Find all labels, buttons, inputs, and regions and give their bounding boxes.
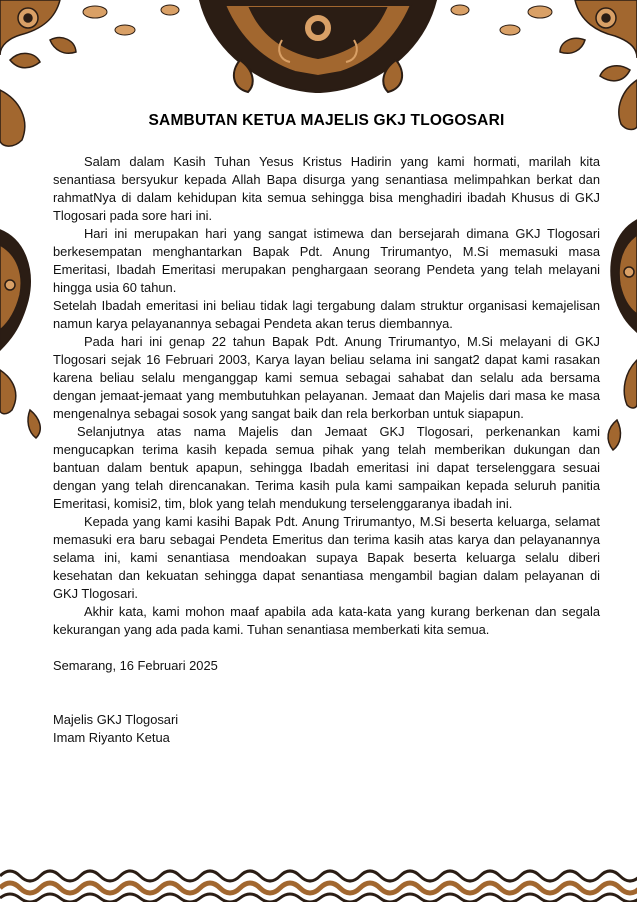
paragraph-after-emeritus: Setelah Ibadah emeritasi ini beliau tidak lagi tergabung dalam struktur organisasi kemajelisan namun karya pelayanannya sebagai Pendeta akan terus diembannya. <box>53 298 600 331</box>
place-date: Semarang, 16 Februari 2025 <box>53 658 218 673</box>
batik-bottom-border-icon <box>0 862 637 902</box>
document-body <box>53 112 600 747</box>
batik-top-ornament-icon <box>0 0 637 100</box>
paragraph-thanks: Selanjutnya atas nama Majelis dan Jemaat GKJ Tlogosari, perkenankan kami mengucapkan terima kasih kepada semua pihak yang telah memberikan dukungan dan bantuan dalam bentuk apapun, sehingga Ibadah emeritasi ini dapat terselenggara sesuai dengan yang telah direncanakan. Terima kasih pula kami sampaikan kepada seluruh panitia Emeritasi, komisi2, tim, blok yang telah mendukung terselenggaranya ibadah ini. <box>53 424 600 511</box>
paragraph-service-years: Pada hari ini genap 22 tahun Bapak Pdt. Anung Trirumantyo, M.Si melayani di GKJ Tlogosari sejak 16 Februari 2003, Karya layan beliau selama ini sangat2 dapat kami rasakan karena beliau selalu menganggap kami semua sebagai sahabat dan selalu ada bersama dengan jemaat-jemaat yang membutuhkan pelayanan. Jemaat dan Majelis dari masa ke masa mengenalnya sebagai sosok yang sangat baik dan rela berkorban untuk siapapun. <box>53 334 600 421</box>
page-title: SAMBUTAN KETUA MAJELIS GKJ TLOGOSARI <box>148 112 505 129</box>
signature-name: Imam Riyanto Ketua <box>53 730 170 745</box>
batik-left-ornament-icon <box>0 80 60 440</box>
paragraph-greeting: Salam dalam Kasih Tuhan Yesus Kristus Hadirin yang kami hormati, marilah kita senantiasa bersyukur kepada Allah Bapa disurga yang senantiasa melimpahkan berkat dan rahmatNya di dalam kehidupan kita semua sehingga bisa menghadiri ibadah Khusus di GKJ Tlogosari pada sore hari ini. <box>53 154 600 223</box>
paragraph-emeritus-day: Hari ini merupakan hari yang sangat istimewa dan bersejarah dimana GKJ Tlogosari berkesempatan menghantarkan Bapak Pdt. Anung Trirumantyo, M.Si memasuki masa Emeritasi, Ibadah Emeritasi merupakan penghargaan seorang Pendeta yang telah melayani hingga usia 60 tahun. <box>53 226 600 295</box>
signature-org: Majelis GKJ Tlogosari <box>53 712 179 727</box>
paragraph-blessing: Kepada yang kami kasihi Bapak Pdt. Anung Trirumantyo, M.Si beserta keluarga, selamat memasuki era baru sebagai Pendeta Emeritus dan terima kasih atas karya dan pelayanannya selama ini, kami senantiasa mendoakan supaya Bapak beserta keluarga selalu diberi kesehatan dan kekuatan sehingga dapat senantiasa mengambil bagian dalam pelayanan di GKJ Tlogosari. <box>53 514 600 601</box>
paragraph-closing: Akhir kata, kami mohon maaf apabila ada kata-kata yang kurang berkenan dan segala kekurangan yang ada pada kami. Tuhan senantiasa memberkati kita semua. <box>53 604 600 637</box>
